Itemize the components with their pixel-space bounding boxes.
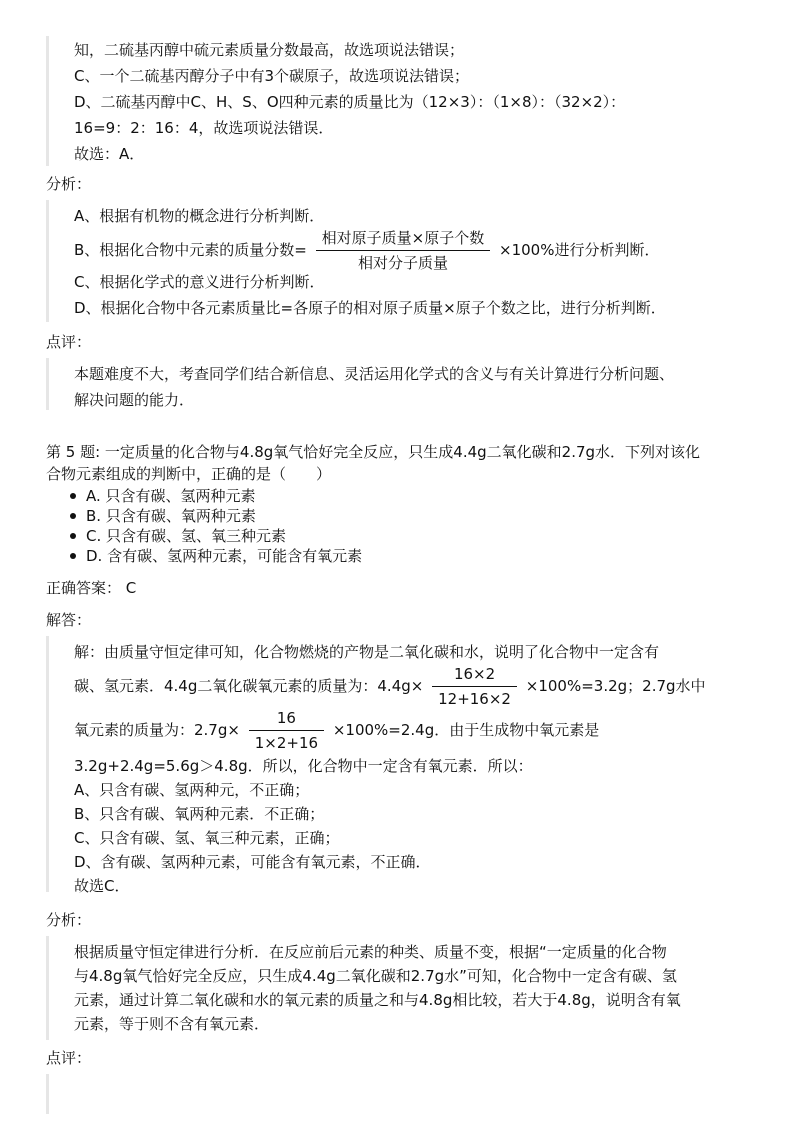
text-span: 氧元素的质量为：2.7g× <box>74 721 240 739</box>
quote-bar <box>46 1074 49 1114</box>
quote-bar <box>46 358 49 410</box>
text-line: C、只含有碳、氢、氧三种元素，正确； <box>74 829 340 847</box>
fraction-denominator: 1×2+16 <box>254 734 319 752</box>
option-item <box>66 506 362 526</box>
text-line: 知，二硫基丙醇中硫元素质量分数最高，故选项说法错误； <box>74 41 465 59</box>
fraction-denominator: 12+16×2 <box>438 690 511 708</box>
text-span: ×100%=3.2g；2.7g水中 <box>525 677 706 695</box>
text-span: 碳、氢元素．4.4g二氧化碳氧元素的质量为：4.4g× <box>74 677 424 695</box>
bullet-icon <box>70 533 76 539</box>
text-line: D、二硫基丙醇中C、H、S、O四种元素的质量比为（12×3）：（1×8）：（32×2）： <box>74 93 626 111</box>
section-heading-solution: 解答： <box>46 611 92 629</box>
text-span: B、根据化合物中元素的质量分数= <box>74 241 307 259</box>
option-item <box>66 486 362 506</box>
text-line: B、只含有碳、氧两种元素．不正确； <box>74 805 325 823</box>
option-item <box>66 546 362 566</box>
option-label: C. 只含有碳、氢、氧三种元素 <box>86 527 287 545</box>
fraction <box>316 228 491 273</box>
quote-bar <box>46 36 49 166</box>
fraction <box>432 664 517 709</box>
text-line: C、根据化学式的意义进行分析判断． <box>74 273 325 291</box>
bullet-icon <box>70 513 76 519</box>
option-label: A. 只含有碳、氢两种元素 <box>86 487 256 505</box>
quote-bar <box>46 936 49 1040</box>
fraction-denominator: 相对分子质量 <box>357 254 448 272</box>
section-heading-analysis: 分析： <box>46 175 92 193</box>
fraction-numerator: 16×2 <box>432 664 517 687</box>
text-line: 故选：A． <box>74 145 145 163</box>
text-span: ×100%进行分析判断． <box>499 241 660 259</box>
text-line: 3.2g+2.4g=5.6g＞4.8g．所以，化合物中一定含有氧元素．所以： <box>74 757 533 775</box>
option-item <box>66 526 362 546</box>
section-heading-comment: 点评： <box>46 333 92 351</box>
correct-answer: 正确答案： C <box>46 579 137 597</box>
quote-bar <box>46 200 49 322</box>
text-line: 根据质量守恒定律进行分析．在反应前后元素的种类、质量不变，根据“一定质量的化合物 <box>74 943 667 961</box>
text-line: 元素，等于则不含有氧元素． <box>74 1015 270 1033</box>
question-text: 合物元素组成的判断中，正确的是（ ） <box>46 465 332 483</box>
text-line: 元素，通过计算二氧化碳和水的氧元素的质量之和与4.8g相比较，若大于4.8g，说明含有氧 <box>74 991 681 1009</box>
text-line: 故选C． <box>74 877 130 895</box>
option-list <box>66 486 362 566</box>
text-span: ×100%=2.4g．由于生成物中氧元素是 <box>332 721 600 739</box>
fraction-numerator: 相对原子质量×原子个数 <box>316 228 491 251</box>
fraction <box>249 708 324 753</box>
question-text: 第 5 题: 一定质量的化合物与4.8g氧气恰好完全反应，只生成4.4g二氧化碳和2.7g水．下列对该化 <box>46 443 701 461</box>
text-line: D、根据化合物中各元素质量比=各原子的相对原子质量×原子个数之比，进行分析判断． <box>74 299 666 317</box>
text-line: 解：由质量守恒定律可知，化合物燃烧的产物是二氧化碳和水，说明了化合物中一定含有 <box>74 643 660 661</box>
text-line: 本题难度不大，考查同学们结合新信息、灵活运用化学式的含义与有关计算进行分析问题、 <box>74 365 675 383</box>
quote-bar <box>46 636 49 892</box>
text-line: D、含有碳、氢两种元素，可能含有氧元素，不正确． <box>74 853 431 871</box>
formula-line <box>74 228 659 273</box>
text-line: A、根据有机物的概念进行分析判断． <box>74 207 325 225</box>
option-label: B. 只含有碳、氧两种元素 <box>86 507 256 525</box>
text-line: C、一个二硫基丙醇分子中有3个碳原子，故选项说法错误； <box>74 67 470 85</box>
option-label: D. 含有碳、氢两种元素，可能含有氧元素 <box>86 547 363 565</box>
bullet-icon <box>70 553 76 559</box>
formula-line <box>74 708 599 753</box>
section-heading-analysis: 分析： <box>46 911 92 929</box>
text-line: A、只含有碳、氢两种元，不正确； <box>74 781 310 799</box>
section-heading-comment: 点评： <box>46 1049 92 1067</box>
text-line: 16=9：2：16：4，故选项说法错误． <box>74 119 334 137</box>
text-line: 与4.8g氧气恰好完全反应，只生成4.4g二氧化碳和2.7g水”可知，化合物中一定含有碳、氢 <box>74 967 677 985</box>
bullet-icon <box>70 493 76 499</box>
text-line: 解决问题的能力． <box>74 391 195 409</box>
formula-line <box>74 664 706 709</box>
fraction-numerator: 16 <box>249 708 324 731</box>
